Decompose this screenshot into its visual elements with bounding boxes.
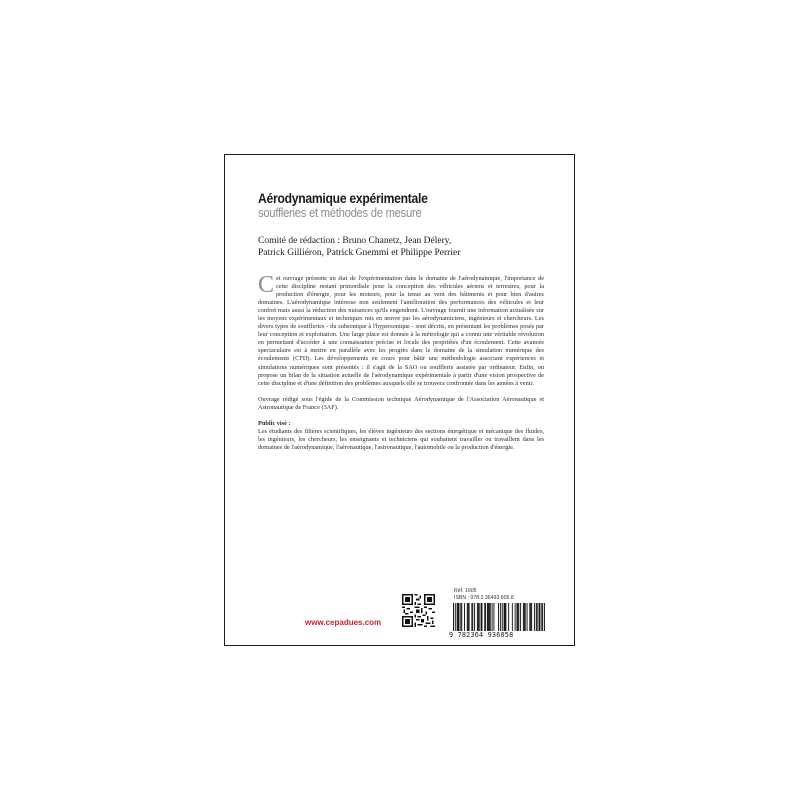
cover-content	[258, 191, 544, 452]
audience-paragraph: Les étudiants des filières scientifiques, les élèves ingénieurs des sections énergétique et mécanique des fluides, les ingénieurs, les chercheurs, les enseignants et techniciens qui souhaitent travailler ou travaillent dans les domaines de l'aérodynamique, l'aéronautique, l'astronautique, l'automobile ou la production d'énergie.	[258, 427, 544, 451]
editorial-committee	[258, 236, 544, 259]
committee-line: Comité de rédaction : Bruno Chanetz, Jean Délery,	[258, 236, 452, 246]
reference-info	[454, 588, 514, 601]
qr-code	[402, 594, 435, 627]
drop-cap: C	[258, 272, 275, 298]
publisher-website: www.cepadues.com	[305, 618, 382, 627]
barcode	[453, 603, 545, 631]
committee-line: Patrick Gilliéron, Patrick Gnemmi et Philippe Perrier	[258, 247, 461, 258]
book-back-cover	[224, 154, 575, 646]
description	[258, 272, 544, 452]
barcode-digits: 9 782364 936058	[449, 631, 514, 639]
isbn: ISBN : 978.2.36493.605.8	[454, 594, 514, 601]
audience-heading: Public visé :	[258, 419, 291, 427]
aegis-paragraph: Ouvrage rédigé sous l'égide de la Commission technique Aérodynamique de l'Association Aéronautique et Astronautique de France (3AF).	[258, 395, 544, 411]
reference-number: Réf. 1605	[454, 588, 477, 594]
intro-paragraph	[258, 272, 544, 388]
book-title: Aérodynamique expérimentale	[258, 191, 428, 206]
book-subtitle: souffleries et méthodes de mesure	[258, 206, 422, 220]
intro-text: et ouvrage présente un état de l'expérimentation dans le domaine de l'aérodynamique, l'importance de cette discipline restant primordiale pour la conception des véhicules aériens et terrestres, pour la production d'énergie, pour les moteurs, pour la tenue au vent des bâtiments et pour bien d'autres domaines. L'aérodynamique intéresse non seulement l'amélioration des performances des véhicules et leur confort mais aussi la réduction des nuisances qu'ils engendrent. L'ouvrage fournit une information actualisée sur les moyens expérimentaux et techniques mis en œuvre par les aérodynamiciens, ingénieurs et chercheurs. Les divers types de souffleries - du subsonique à l'hypersonique - sont décrits, en présentant les problèmes posés par leur conception et exploitation. Une large place est donnée à la métrologie qui a connu une véritable révolution en permettant d'accéder à une connaissance précise et locale des propriétés d'un écoulement. Cette avancée spectaculaire est à mettre en parallèle avec les progrès dans le domaine de la simulation numérique des écoulements (CFD). Les développements en cours pour bâtir une méthodologie associant expériences et simulations numériques sont présentés : il s'agit de la SAO ou soufflerie assistée par ordinateur. Enfin, on propose un bilan de la situation actuelle de l'aérodynamique expérimentale à partir d'une vision prospective de cette discipline et d'une définition des problèmes auxquels elle se trouvera confrontée dans les années à venir.	[258, 275, 544, 387]
